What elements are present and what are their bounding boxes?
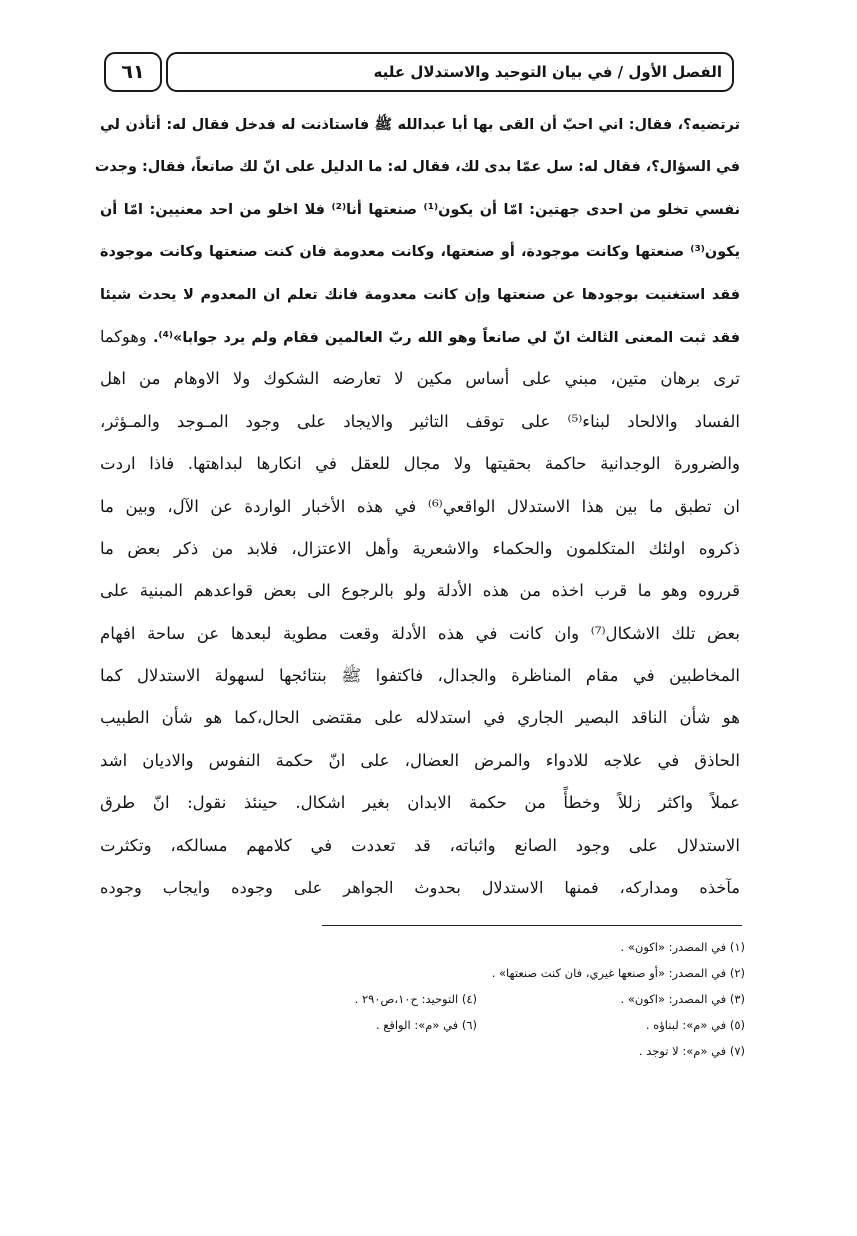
footnote-3: (٣) في المصدر: «اكون» .	[620, 992, 745, 1006]
text-line: ترى برهان متين، مبني على أساس مكين لا تعارضه الشكوك ولا الاوهام من اهل	[100, 369, 740, 389]
text-line: في السؤال؟، فقال له: سل عمّا بدى لك، فقال له: ما الدليل على انّ لك صانعاً، فقال: وجدت	[94, 159, 740, 176]
chapter-title-frame	[166, 52, 734, 92]
quote-end: فقد ثبت المعنى الثالث انّ لي صانعاً وهو الله ربّ العالمين فقام ولم يرد جوابا»⁽⁴⁾.	[152, 329, 740, 346]
text-line: الفساد والالحاد لبناء⁽⁵⁾ على توقف التاثير والايجاد على وجود المـوجد والمـؤثر،	[100, 411, 740, 431]
text-line: ذكروه اولئك المتكلمون والحكماء والاشعرية وأهل الاعتزال، فلابد من ذكر بعض ما	[100, 538, 740, 558]
text-line: بعض تلك الاشكال⁽⁷⁾ وان كانت في هذه الأدلة وقعت مطوية لبعدها عن ساحة افهام	[100, 623, 740, 643]
text-line: المخاطبين في مقام المناظرة والجدال، فاكتفوا ﷺ بنتائجها لسهولة الاستدلال كما	[100, 666, 740, 686]
text-line: الحاذق في علاجه للادواء والمرض العضال، على انّ حكمة النفوس والاديان اشد	[100, 750, 740, 770]
footnote-7: (٧) في «م»: لا توجد .	[638, 1044, 745, 1058]
text-line: عملاً واكثر زللاً وخطأً من حكمة الابدان بغير اشكال. حينئذ نقول: انّ طرق	[100, 793, 740, 813]
footnote-2: (٢) في المصدر: «أو صنعها غيري، فان كنت صنعتها» .	[491, 966, 745, 980]
footnote-6: (٦) في «م»: الواقع .	[375, 1018, 477, 1032]
footnote-1: (١) في المصدر: «اكون» .	[620, 940, 745, 954]
text-line: مآخذه ومداركه، فمنها الاستدلال بحدوث الجواهر على وجوده وايجاب وجوده	[100, 878, 740, 898]
page-number-box	[104, 52, 162, 92]
main-text	[94, 104, 740, 909]
footnote-row	[250, 986, 745, 1012]
footnote-row	[250, 1038, 745, 1064]
footnote-row	[250, 960, 745, 986]
footnote-row	[250, 1012, 745, 1038]
text-line: فقد استغنيت بوجودها عن صنعتها وإن كانت معدومة فانك تعلم ان المعدوم لا يحدث شيئا	[100, 286, 740, 303]
text-line: ترتضيه؟، فقال: اني احبّ أن القى بها أبا عبدالله ﷺ فاستاذنت له فدخل فقال له: أتأذن لي	[100, 117, 740, 133]
chapter-title: الفصل الأول / في بيان التوحيد والاستدلال عليه	[373, 63, 722, 81]
footnote-row	[250, 934, 745, 960]
text-line: نفسي تخلو من احدى جهتين: امّا أن يكون⁽¹⁾ صنعتها أنا⁽²⁾ فلا اخلو من احد معنيين: امّا أن	[100, 201, 740, 218]
footnote-4: (٤) التوحيد: ح١٠،ص٢٩٠ .	[354, 992, 477, 1006]
text-line: والضرورة الوجدانية حاكمة بحقيتها ولا مجال للعقل في انكارها لبداهتها. فاذا اردت	[100, 454, 740, 474]
commentary-start: وهوكما	[100, 326, 147, 346]
page-number: ٦١	[121, 61, 145, 83]
text-line: الاستدلال على وجود الصانع واثباته، قد تعددت في كلامهم مسالكه، وتكثرت	[100, 835, 740, 855]
footnotes	[250, 934, 745, 1064]
footnote-5: (٥) في «م»: لبناؤه .	[645, 1018, 745, 1032]
text-line: يكون⁽³⁾ صنعتها وكانت موجودة، أو صنعتها، وكانت معدومة فان كنت صنعتها وكانت موجودة	[100, 244, 740, 261]
text-line: ان تطبق ما بين هذا الاستدلال الواقعي⁽⁶⁾ في هذه الأخبار الواردة عن الآل، وبين ما	[100, 496, 740, 516]
running-header	[104, 52, 738, 98]
footnote-divider	[322, 925, 742, 926]
text-line-mixed	[100, 316, 740, 358]
text-line: قرروه وهو ما قرب اخذه من هذه الأدلة ولو بالرجوع الى بعض قواعدهم المبنية على	[100, 581, 740, 601]
text-line: هو شأن الناقد البصير الجاري في استدلاله على مقتضى الحال،كما هو شأن الطبيب	[100, 708, 740, 728]
